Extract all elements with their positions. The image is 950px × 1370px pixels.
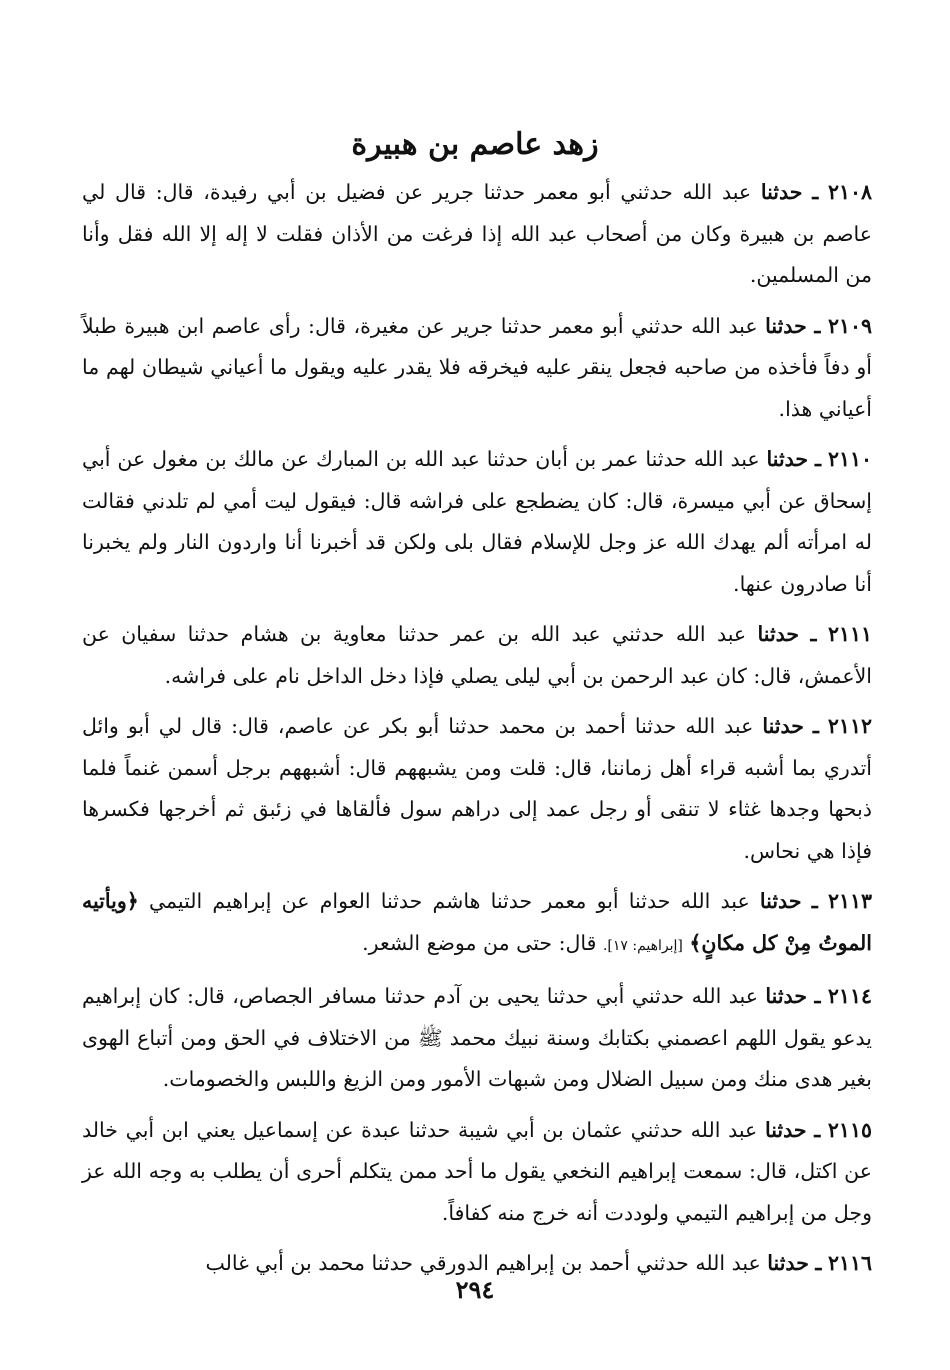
- entry-keyword: حدثنا: [765, 313, 807, 338]
- hadith-entry: [82, 172, 872, 297]
- hadith-entry: [82, 881, 872, 967]
- page-content: [82, 172, 872, 1294]
- entry-number: ٢١٠٩: [827, 313, 872, 338]
- entry-dash: ـ: [810, 622, 817, 646]
- hadith-entry: [82, 976, 872, 1101]
- entry-dash: ـ: [811, 889, 818, 913]
- entry-keyword: حدثنا: [762, 714, 804, 738]
- entry-number: ٢١١٢: [827, 714, 872, 738]
- entry-text: عبد الله حدثني أحمد بن إبراهيم الدورقي حدثنا محمد بن أبي غالب: [205, 1251, 761, 1275]
- entry-text: عبد الله حدثنا أبو معمر حدثنا هاشم حدثنا العوام عن إبراهيم التيمي: [148, 889, 750, 913]
- entry-dash: ـ: [814, 1117, 821, 1142]
- entry-dash: ـ: [814, 984, 821, 1008]
- entry-number: ٢١١٦: [827, 1251, 872, 1275]
- hadith-entry: [82, 439, 872, 605]
- entry-number: ٢١١٠: [827, 447, 872, 471]
- entry-dash: ـ: [815, 447, 822, 471]
- page-title: زهد عاصم بن هبيرة: [351, 127, 599, 162]
- entry-text: عبد الله حدثنا عمر بن أبان حدثنا عبد الله بن المبارك عن مالك بن مغول عن أبي إسحاق عن أبي ميسرة، قال: كان يضطجع على فراشه قال: فيقول ليت أمي لم تلدني فقالت له امرأته ألم يهدك الله عز وجل للإسلام فقال بلى ولكن قد أخبرنا أنا واردون النار ولم يخبرنا أنا صادرون عنها.: [82, 447, 872, 596]
- hadith-entry: [82, 306, 872, 431]
- entry-text: عبد الله حدثني أبي حدثنا يحيى بن آدم حدثنا مسافر الجصاص، قال: كان إبراهيم يدعو يقول اللهم اعصمني بكتابك وسنة نبيك محمد ﷺ من الاختلاف في الحق ومن أتباع الهوى بغير هدى منك ومن سبيل الضلال ومن شبهات الأمور ومن الزيغ واللبس والخصومات.: [82, 984, 872, 1091]
- hadith-entry: [82, 614, 872, 697]
- entry-text: عبد الله حدثني عثمان بن أبي شيبة حدثنا عبدة عن إسماعيل يعني ابن أبي خالد عن اكتل، قال: سمعت إبراهيم النخعي يقول ما أحد ممن يتكلم أحرى أن يطلب به وجه الله عز وجل من إبراهيم التيمي ولوددت أنه خرج منه كفافاً.: [82, 1117, 872, 1225]
- hadith-entry: [82, 1110, 872, 1235]
- entry-text: عبد الله حدثني أبو معمر حدثنا جرير عن مغيرة، قال: رأى عاصم ابن هبيرة طبلاً أو دفاً فأخذه من صاحبه فجعل ينقر عليه فيخرقه فلا يقدر عليه ويقول ما أعياني شيطان لهم ما أعياني هذا.: [82, 313, 872, 421]
- entry-text-after: قال: حتى من موضع الشعر.: [362, 930, 597, 955]
- entry-keyword: حدثنا: [757, 622, 800, 646]
- page-number: ٢٩٤: [455, 1275, 495, 1304]
- entry-keyword: حدثنا: [766, 447, 809, 471]
- entry-keyword: حدثنا: [760, 180, 803, 204]
- quran-quote: ﴿ويأتيه الموتُ مِنْ كل مكانٍ﴾: [82, 889, 872, 955]
- hadith-entry: [82, 706, 872, 872]
- entry-dash: ـ: [812, 714, 819, 738]
- entry-text: عبد الله حدثني عبد الله بن عمر حدثنا معاوية بن هشام حدثنا سفيان عن الأعمش، قال: كان عبد الرحمن بن أبي ليلى يصلي فإذا دخل الداخل نام على فراشه.: [82, 622, 872, 688]
- entry-number: ٢١١٥: [827, 1117, 872, 1142]
- entry-dash: ـ: [815, 1251, 822, 1275]
- entry-dash: ـ: [812, 180, 819, 204]
- entry-keyword: حدثنا: [767, 1251, 809, 1275]
- entry-keyword: حدثنا: [759, 889, 802, 913]
- entry-number: ٢١١١: [827, 622, 872, 646]
- entry-number: ٢١٠٨: [827, 180, 872, 204]
- entry-keyword: حدثنا: [765, 984, 807, 1008]
- entry-text: عبد الله حدثني أبو معمر حدثنا جرير عن فضيل بن أبي رفيدة، قال: قال لي عاصم بن هبيرة وكان من أصحاب عبد الله إذا فرغت من الأذان فقلت لا إله إلا الله فقل وأنا من المسلمين.: [82, 180, 872, 287]
- entry-number: ٢١١٣: [827, 889, 872, 913]
- entry-text: عبد الله حدثنا أحمد بن محمد حدثنا أبو بكر عن عاصم، قال: قال لي أبو وائل أتدري بما أشبه قراء أهل زماننا، قال: قلت ومن يشبههم قال: أشبههم برجل أسمن غنماً فلما ذبحها وجدها غثاء لا تنقى أو رجل عمد إلى دراهم سول فألقاها في زئبق ثم أخرجها فكسرها فإذا هي نحاس.: [82, 714, 872, 863]
- entry-keyword: حدثنا: [764, 1117, 807, 1142]
- quran-reference: [إبراهيم: ١٧].: [602, 937, 683, 954]
- entry-number: ٢١١٤: [827, 984, 872, 1008]
- entry-dash: ـ: [814, 313, 821, 338]
